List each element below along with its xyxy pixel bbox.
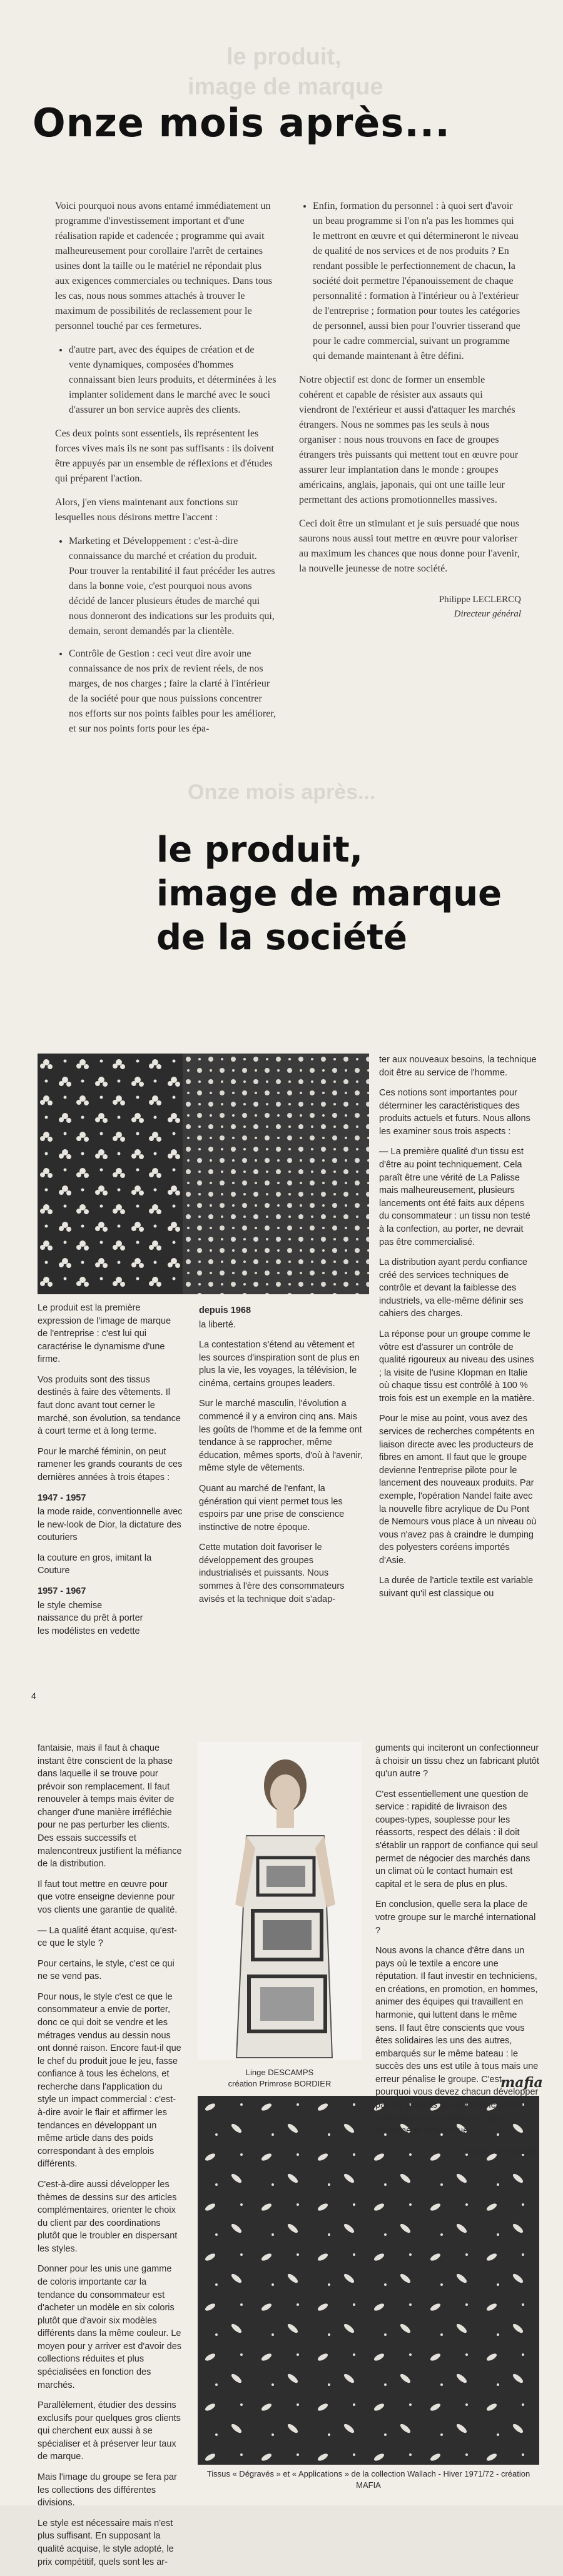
page-2 <box>0 769 563 1719</box>
page-1 <box>0 0 563 769</box>
paragraph: — La première qualité d'un tissu est d'être au point techniquement. Cela paraît être une vérité de La Palisse mais malheureusement, plusieurs lancements ont été faits aux dépens du consommateur : un tissu non testé à la confection, au porter, ne devrait pas être commercialisé. <box>379 1147 530 1247</box>
fabric-caption: Tissus « Dégravés » et « Applications » de la collection Wallach - Hiver 1971/72 - création MAFIA <box>206 2469 530 2490</box>
paragraph: Ces deux points sont essentiels, ils représentent les forces vives mais ils ne sont pas suffisants : ils doivent être appuyés par un ensemble de réflexions et d'études qui préparent l'action. <box>55 428 274 484</box>
bleed-through-title: Onze mois après... <box>188 780 376 804</box>
fabric-sample-dark-floral <box>38 1054 183 1294</box>
paragraph: le style chemise <box>38 1600 103 1611</box>
paragraph: Cette mutation doit favoriser le développement des groupes industrialisés et puissants. Nous sommes à l'ère des consommateurs avisés et la technique doit s'adap- <box>199 1542 345 1604</box>
paragraph: Le style est nécessaire mais n'est plus suffisant. En supposant la qualité acquise, le style adopté, le prix compétitif, quels sont les ar- <box>38 2518 174 2567</box>
paragraph: fantaisie, mais il faut à chaque instant être conscient de la phase dans laquelle il se trouve pour prévoir son remplacement. Il faut renouveler à temps mais éviter de changer d'une manière irréfléchie pour ne pas perturber les clients. Des essais successifs et malencontreux justifient la méfiance de la distribution. <box>38 1743 182 1869</box>
paragraph: naissance du prêt à porter <box>38 1613 143 1624</box>
paragraph: Pour nous, le style c'est ce que le consommateur a envie de porter, donc ce qui doit se vendre et les métrages vendus au dessin nous ont donné raison. Encore faut-il que le chef du produit joue le jeu, fasse confiance à tous les échelons, et recherche dans l'application du style un impact commercial : c'est-à-dire avoir le flair et affirmer les tendances en développant un même article dans des poids correspondant à des emplois différents. <box>38 1991 181 2170</box>
signature-role <box>299 607 521 621</box>
signature-role-text: Directeur général <box>454 608 521 619</box>
paragraph: Voici pourquoi nous avons entamé immédiatement un programme d'investissement important et d'une réalisation rapide et cadencée ; programme qui avait malheureusement pour corollaire l'arrêt de certaines usines dont la taille ou le matériel ne répondait plus aux exigences commerciales ou techniques. Dans tous les cas, nous nous sommes attachés à trouver le maximum de possibilités de reclassement pour le personnel touché par ces fermetures. <box>55 201 272 331</box>
bleed-through-title-1: le produit, <box>226 44 342 70</box>
paragraph: Nous avons la chance d'être dans un pays où le textile a encore une réputation. Il faut investir en techniciens, en créations, en promotion, en hommes, animer des équipes qui travaillent en harmonie, qui luttent dans le même sens. Il faut être conscients que vous êtes solidaires les uns des autres, embarqués sur le même bateau : le succès des uns est utile à tous mais une erreur pénalise le groupe. C'est pourquoi vous devez chacun développer par les produits du département dont vous êtes responsables un style moderne et dynamique. <box>375 1946 539 2136</box>
page1-right-column <box>299 199 521 621</box>
period-heading: 1957 - 1967 <box>38 1586 86 1596</box>
floral-pattern-dark <box>38 1054 183 1294</box>
paragraph: Il faut tout mettre en œuvre pour que votre enseigne devienne pour vos clients une garantie de qualité. <box>38 1879 178 1915</box>
article-title: Onze mois après... <box>33 100 450 146</box>
paragraph: Ces notions sont importantes pour déterminer les caractéristiques des produits actuels et futurs. Nous allons les examiner sous trois aspects : <box>379 1088 530 1137</box>
bullet-item: • Contrôle de Gestion : ceci veut dire avoir une connaissance de nos prix de revient réels, de nos marges, de nos charges ; faire la clarté à l'intérieur de la société pour que nous puissions concentrer nos efforts sur nos points faibles pour les améliorer, et sur nos points forts pour les épa- <box>69 647 277 737</box>
page3-column-2 <box>375 1742 539 2158</box>
paragraph: Donner pour les unis une gamme de coloris importante car la tendance du consommateur est d'acheter un modèle en six coloris plutôt que d'avoir six modèles différents dans la même couleur. Le moyen pour y arriver est d'avoir des collections réduites et plus spécialisées en fonction des marchés. <box>38 2264 182 2390</box>
paragraph: La contestation s'étend au vêtement et les sources d'inspiration sont de plus en plus la vie, les voyages, la télévision, le cinéma, certains groupes leaders. <box>199 1340 360 1389</box>
paragraph: Notre objectif est donc de former un ensemble cohérent et capable de résister aux assauts qui viendront de l'extérieur et aussi d'attaquer les marchés étrangers. Nous ne sommes pas les seuls à nous organiser : nous nous trouvons en face de groupes étrangers très puissants qui mettent tout en œuvre pour assurer leur implantation dans le monde : groupes américains, anglais, japonais, qui ont une taille leur permettant des actions promotionnelles massives. <box>299 375 519 505</box>
signature-name: Philippe LECLERCQ <box>439 595 521 605</box>
paragraph: C'est essentiellement une question de service : rapidité de livraison des coupes-types, souplesse pour les réassorts, respect des délais : il doit s'établir un rapport de confiance qui seul permet de négocier des marchés dans un climat où le contact humain est capital et le sera de plus en plus. <box>375 1789 538 1889</box>
paragraph: Alors, j'en viens maintenant aux fonctions sur lesquelles nous désirons mettre l'accent : <box>55 497 239 523</box>
paragraph: Mais l'image du groupe se fera par les collections des différentes divisions. <box>38 2472 177 2508</box>
paragraph: la liberté. <box>199 1319 236 1330</box>
page2-column-2 <box>199 1302 363 1613</box>
author-signature: Malmé ARNODIN. <box>465 2146 539 2156</box>
paragraph: les modélistes en vedette <box>38 1626 140 1636</box>
paragraph: ter aux nouveaux besoins, la technique doit être au service de l'homme. <box>379 1055 537 1078</box>
bullet-item: • Marketing et Développement : c'est-à-dire connaissance du marché et création du produit. Pour trouver la rentabilité il faut précéder les autres dans la bonne voie, c'est pourquoi nous avons décidé de lancer plusieurs études de marché qui nous donneront des indications sur les produits qui, demain, seront demandés par la clientèle. <box>69 534 277 639</box>
paragraph: Pour certains, le style, c'est ce qui ne se vend pas. <box>38 1958 175 1982</box>
paragraph: La réponse pour un groupe comme le vôtre est d'assurer un contrôle de qualité rigoureux au niveau des usines ; la visite de l'usine Klopman en Italie où chaque tissu est contrôlé à 100 % trois fois est un exemple en la matière. <box>379 1329 535 1404</box>
page2-column-3 <box>379 1054 537 1608</box>
model-illustration <box>198 1742 362 2060</box>
floral-pattern-light <box>183 1054 369 1294</box>
bullet-list <box>55 343 277 418</box>
paragraph: La durée de l'article textile est variable suivant qu'il est classique ou <box>379 1576 534 1599</box>
paragraph: la couture en gros, imitant la Couture <box>38 1552 152 1576</box>
paragraph: Pour le mise au point, vous avez des services de recherches compétents en liaison directe avec les producteurs de fibres en amont. Il faut que le groupe devienne l'entreprise pilote pour le lancement des nouveaux produits. Par exemple, l'opération Nandel faite avec la nouvelle fibre acrylique de Du Pont de Nemours vous place à un niveau où vous n'avez pas à craindre le dumping des polyesters coréens importés d'Asie. <box>379 1414 537 1566</box>
mafia-logo: mafia <box>500 2075 543 2091</box>
paragraph: Le produit est la première expression de l'image de marque de l'entreprise : c'est lui qui caractérise le dynamisme d'une firme. <box>38 1303 171 1365</box>
page1-left-column <box>55 199 277 745</box>
section-title-line-2: image de marque <box>156 873 502 914</box>
period-heading: 1947 - 1957 <box>38 1492 86 1503</box>
photo-caption-line-1: Linge DESCAMPS <box>245 2068 314 2077</box>
page2-column-1 <box>38 1302 183 1638</box>
paragraph: Ceci doit être un stimulant et je suis persuadé que nous saurons nous aussi tout mettre en œuvre pour valoriser au maximum les chances que nous donne pour l'avenir, la nouvelle jeunesse de notre société. <box>299 518 520 574</box>
bullet-list <box>55 534 277 737</box>
paragraph: C'est-à-dire aussi développer les thèmes de dessins sur des articles complémentaires, orienter le choix du client par des coordinations plutôt que le troubler en dispersant les styles. <box>38 2179 178 2254</box>
bullet-item: • Enfin, formation du personnel : à quoi sert d'avoir un beau programme si l'on n'a pas les hommes qui le mettront en œuvre et qui détermineront le niveau de qualité de nos services et de nos produits ? En rendant possible le perfectionnement de chacun, la société doit permettre l'épanouissement de chaque personnalité : formation à l'intérieur ou à l'extérieur de l'entreprise ; formation pour toutes les catégories de personnel, aussi bien pour l'ouvrier tisserand que pour le cadre commercial, suivant un programme qui demande maintenant à être défini. <box>313 199 521 364</box>
paragraph: Sur le marché masculin, l'évolution a commencé il y a environ cinq ans. Mais les goûts de l'homme et de la femme ont tendance à se rapprocher, même éducation, mêmes sports, d'où à l'avenir, même style de vêtements. <box>199 1399 363 1474</box>
paragraph: — La qualité étant acquise, qu'est-ce que le style ? <box>38 1925 177 1949</box>
bullet-item: • d'autre part, avec des équipes de création et de vente dynamiques, composées d'hommes connaissant bien leurs produits, et déterminées à les implanter solidement dans le marché avec le souci d'assurer un bon service auprès des clients. <box>69 343 277 418</box>
period-heading: depuis 1968 <box>199 1306 251 1316</box>
paragraph: En conclusion, quelle sera la place de votre groupe sur le marché international ? <box>375 1899 536 1936</box>
fabric-sample-light-floral <box>183 1054 369 1294</box>
section-title-line-1: le produit, <box>156 830 363 870</box>
page3-column-1 <box>38 1742 183 2576</box>
bleed-through-title-2: image de marque <box>188 74 383 100</box>
section-title <box>156 828 502 960</box>
paragraph: Quant au marché de l'enfant, la génération qui vient permet tous les espoirs par une prise de conscience instinctive de notre époque. <box>199 1483 345 1532</box>
section-title-line-3: de la société <box>156 917 407 958</box>
paragraph: la mode raide, conventionnelle avec le new-look de Dior, la dictature des couturiers <box>38 1507 183 1543</box>
page-number: 4 <box>31 1691 36 1701</box>
paragraph: Parallèlement, étudier des dessins exclusifs pour quelques gros clients qui cherchent eux aussi à se spécialiser et à préserver leur taux de marque. <box>38 2400 181 2462</box>
page-3 <box>0 1719 563 2567</box>
photo-caption <box>198 2067 362 2089</box>
paragraph: guments qui inciteront un confectionneur à choisir un tissu chez un fabricant plutôt qu'un autre ? <box>375 1743 539 1779</box>
paragraph: La distribution ayant perdu confiance créé des services techniques de contrôle et devant la faiblesse des industriels, va elle-même définir ses cahiers des charges. <box>379 1257 527 1319</box>
bullet-list <box>299 199 521 364</box>
paragraph: Vos produits sont des tissus destinés à faire des vêtements. Il faut donc avant tout cerner le marché, son évolution, sa tendance à court terme et à long terme. <box>38 1374 181 1437</box>
paragraph: Pour le marché féminin, on peut ramener les grands courants de ces dernières années à trois étapes : <box>38 1446 183 1482</box>
photo-caption-line-2: création Primrose BORDIER <box>228 2078 332 2088</box>
model-photo <box>198 1742 362 2060</box>
